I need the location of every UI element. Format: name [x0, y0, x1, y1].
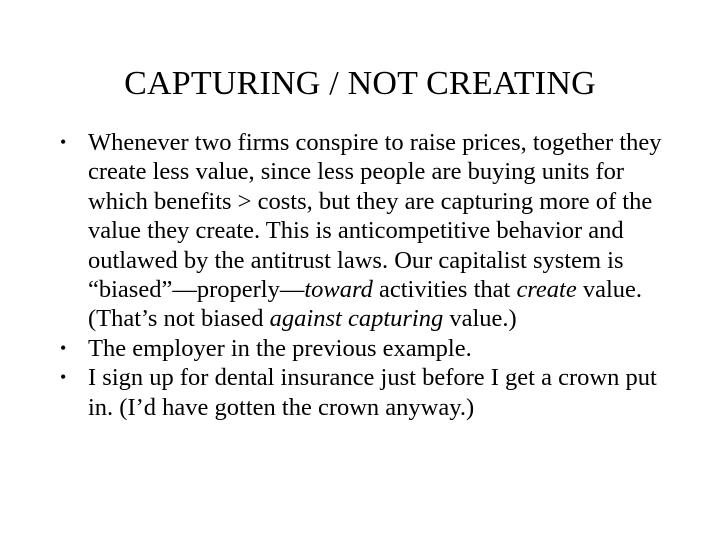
italic-text-run: create [516, 276, 577, 304]
bullet-item-2 [58, 334, 678, 363]
text-run: value. (That’s not biased [88, 276, 643, 333]
bullet-text: The employer in the previous example. [88, 334, 472, 362]
bullet-item-1 [58, 128, 678, 334]
bullet-item-3 [58, 363, 678, 422]
bullet-dot-icon: • [60, 367, 67, 388]
slide-title: CAPTURING / NOT CREATING [124, 65, 596, 102]
text-run: activities that [372, 276, 517, 304]
bullet-text [88, 129, 662, 332]
italic-text-run: toward [304, 276, 373, 304]
bullet-text: I sign up for dental insurance just before I get a crown put in. (I’d have gotten the crown anyway.) [88, 364, 657, 421]
italic-text-run: against capturing [269, 305, 444, 333]
text-run: value.) [443, 305, 517, 333]
bullet-list [58, 128, 678, 422]
bullet-dot-icon: • [60, 337, 67, 358]
text-run: Whenever two firms conspire to raise prices, together they create less value, since less people are buying units for which benefits > costs, but they are capturing more of the value they create. This is anticompetitive behavior and outlawed by the antitrust laws. Our capitalist system is “biased”—properly— [88, 129, 662, 304]
bullet-dot-icon: • [60, 132, 67, 152]
